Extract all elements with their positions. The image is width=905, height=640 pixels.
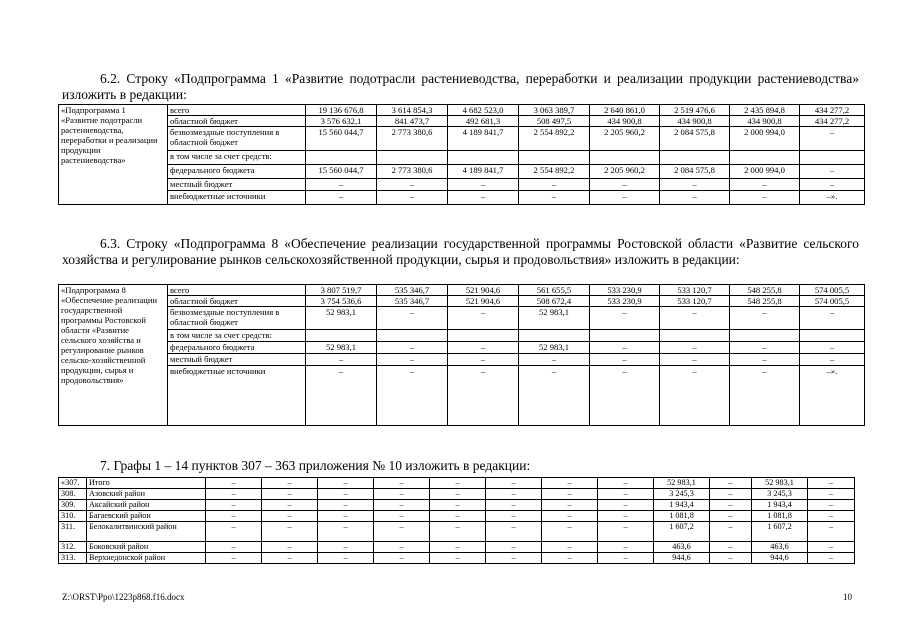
value-cell: 1 081,8 — [654, 511, 710, 522]
value-cell: 434 900,8 — [730, 116, 800, 127]
table-row — [59, 191, 865, 205]
value-cell: – — [808, 522, 855, 542]
value-cell: – — [206, 511, 262, 522]
value-cell: 548 255,8 — [730, 296, 800, 307]
value-cell: – — [318, 542, 374, 553]
table-row — [59, 127, 865, 151]
value-cell: – — [430, 522, 486, 542]
district-name-cell: Азовский район — [87, 489, 206, 500]
value-cell: – — [710, 489, 752, 500]
value-cell: 3 614 854,3 — [377, 105, 448, 116]
row-label-cell: безвозмездные поступления в областной бюджет — [168, 127, 306, 151]
value-cell: – — [660, 366, 730, 426]
district-name-cell: Верхнедонской район — [87, 553, 206, 564]
value-cell: 463,6 — [752, 542, 808, 553]
value-cell: – — [306, 366, 377, 426]
value-cell — [519, 151, 590, 165]
value-cell: – — [730, 191, 800, 205]
value-cell: – — [710, 511, 752, 522]
row-label-cell: внебюджетные источники — [168, 366, 306, 426]
table-row — [59, 354, 865, 366]
value-cell: 3 754 536,6 — [306, 296, 377, 307]
value-cell — [800, 330, 865, 342]
value-cell: – — [598, 542, 654, 553]
value-cell: – — [206, 553, 262, 564]
row-label-cell: местный бюджет — [168, 354, 306, 366]
value-cell: – — [486, 511, 542, 522]
value-cell — [800, 151, 865, 165]
value-cell: –». — [800, 366, 865, 426]
table-row — [59, 500, 855, 511]
row-label-cell: местный бюджет — [168, 179, 306, 191]
value-cell: – — [306, 191, 377, 205]
value-cell: 561 655,5 — [519, 285, 590, 296]
value-cell: 508 497,5 — [519, 116, 590, 127]
value-cell — [590, 330, 660, 342]
value-cell: – — [318, 478, 374, 489]
value-cell: 2 554 892,2 — [519, 127, 590, 151]
value-cell: – — [730, 179, 800, 191]
district-name-cell: Боковский район — [87, 542, 206, 553]
value-cell: 1 607,2 — [752, 522, 808, 542]
value-cell: – — [206, 500, 262, 511]
value-cell: – — [598, 478, 654, 489]
value-cell: 574 005,5 — [800, 285, 865, 296]
row-label-cell: всего — [168, 105, 306, 116]
value-cell: – — [542, 522, 598, 542]
value-cell: – — [377, 354, 448, 366]
value-cell: 434 277,2 — [800, 116, 865, 127]
value-cell: – — [430, 500, 486, 511]
value-cell: 533 230,9 — [590, 296, 660, 307]
value-cell: – — [486, 500, 542, 511]
value-cell: 2 000 994,0 — [730, 165, 800, 179]
value-cell: – — [430, 511, 486, 522]
value-cell: – — [206, 478, 262, 489]
value-cell: – — [710, 478, 752, 489]
value-cell: – — [808, 500, 855, 511]
footer-page-number: 10 — [843, 592, 852, 602]
value-cell: – — [377, 307, 448, 330]
value-cell: – — [448, 354, 519, 366]
value-cell: – — [377, 366, 448, 426]
value-cell: – — [710, 542, 752, 553]
value-cell — [730, 330, 800, 342]
value-cell: 2 640 861,0 — [590, 105, 660, 116]
value-cell: 521 904,6 — [448, 296, 519, 307]
value-cell: – — [660, 342, 730, 354]
value-cell: – — [730, 366, 800, 426]
table-row — [59, 330, 865, 342]
value-cell: – — [206, 542, 262, 553]
row-label-cell: всего — [168, 285, 306, 296]
value-cell: – — [306, 354, 377, 366]
value-cell: – — [660, 307, 730, 330]
value-cell: – — [318, 500, 374, 511]
value-cell: – — [262, 478, 318, 489]
value-cell: – — [800, 179, 865, 191]
value-cell: 535 346,7 — [377, 296, 448, 307]
value-cell: 533 230,9 — [590, 285, 660, 296]
value-cell: – — [486, 542, 542, 553]
value-cell: – — [430, 478, 486, 489]
value-cell: 492 681,3 — [448, 116, 519, 127]
row-label-cell: федерального бюджета — [168, 165, 306, 179]
district-name-cell: Белокалитвинский район — [87, 522, 206, 542]
value-cell: 4 189 841,7 — [448, 127, 519, 151]
value-cell: – — [590, 307, 660, 330]
value-cell — [660, 151, 730, 165]
value-cell: 52 983,1 — [306, 342, 377, 354]
value-cell: – — [808, 511, 855, 522]
value-cell: 3 245,3 — [752, 489, 808, 500]
value-cell: –». — [800, 191, 865, 205]
value-cell: 2 554 892,2 — [519, 165, 590, 179]
row-label-cell: областной бюджет — [168, 116, 306, 127]
value-cell: 533 120,7 — [660, 296, 730, 307]
value-cell — [519, 330, 590, 342]
value-cell: 508 672,4 — [519, 296, 590, 307]
value-cell: 2 773 380,6 — [377, 165, 448, 179]
value-cell: – — [374, 542, 430, 553]
row-label-cell: областной бюджет — [168, 296, 306, 307]
table-row — [59, 296, 865, 307]
section-6-2-text: 6.2. Строку «Подпрограмма 1 «Развитие подотрасли растениеводства, переработки и реализации продукции растениеводства» изложить в редакции: — [62, 71, 859, 102]
value-cell: – — [542, 489, 598, 500]
subprogram-1-table — [58, 104, 865, 205]
value-cell: 52 983,1 — [306, 307, 377, 330]
value-cell: – — [800, 354, 865, 366]
table-row — [59, 542, 855, 553]
value-cell: 535 346,7 — [377, 285, 448, 296]
value-cell: – — [262, 511, 318, 522]
value-cell: 15 560 044,7 — [306, 165, 377, 179]
value-cell — [730, 151, 800, 165]
value-cell: 2 084 575,8 — [660, 127, 730, 151]
value-cell: – — [430, 553, 486, 564]
value-cell — [306, 151, 377, 165]
value-cell: – — [430, 542, 486, 553]
value-cell: – — [730, 307, 800, 330]
section-7-text: 7. Графы 1 – 14 пунктов 307 – 363 приложения № 10 изложить в редакции: — [100, 458, 531, 473]
row-number-cell: 309. — [59, 500, 87, 511]
value-cell: – — [660, 179, 730, 191]
value-cell: – — [206, 489, 262, 500]
value-cell: 1 943,4 — [752, 500, 808, 511]
value-cell: – — [374, 478, 430, 489]
value-cell: 434 277,2 — [800, 105, 865, 116]
value-cell: – — [262, 553, 318, 564]
table-row — [59, 511, 855, 522]
table-row — [59, 307, 865, 330]
value-cell: – — [448, 307, 519, 330]
value-cell: – — [590, 342, 660, 354]
value-cell: – — [590, 179, 660, 191]
value-cell: – — [486, 478, 542, 489]
value-cell: 52 983,1 — [752, 478, 808, 489]
value-cell: 521 904,6 — [448, 285, 519, 296]
value-cell: 4 189 841,7 — [448, 165, 519, 179]
value-cell — [660, 330, 730, 342]
value-cell — [448, 330, 519, 342]
value-cell: 2 435 894,8 — [730, 105, 800, 116]
value-cell: – — [377, 342, 448, 354]
value-cell: – — [318, 553, 374, 564]
value-cell: – — [808, 489, 855, 500]
value-cell: – — [808, 542, 855, 553]
value-cell: 3 807 519,7 — [306, 285, 377, 296]
value-cell: – — [542, 478, 598, 489]
value-cell: – — [519, 354, 590, 366]
value-cell: – — [519, 179, 590, 191]
value-cell — [377, 151, 448, 165]
value-cell: 2 205 960,2 — [590, 127, 660, 151]
value-cell: – — [730, 354, 800, 366]
program-label-cell: «Подпрограмма 1 «Развитие подотрасли растениеводства, переработки и реализации продукции растениеводства» — [59, 105, 168, 205]
value-cell: 944,6 — [654, 553, 710, 564]
value-cell: 1 943,4 — [654, 500, 710, 511]
value-cell: – — [598, 553, 654, 564]
value-cell: – — [262, 522, 318, 542]
value-cell: – — [486, 489, 542, 500]
value-cell: – — [377, 191, 448, 205]
value-cell: – — [542, 500, 598, 511]
value-cell: – — [598, 500, 654, 511]
value-cell: 1 081,8 — [752, 511, 808, 522]
value-cell: – — [542, 542, 598, 553]
value-cell: – — [262, 500, 318, 511]
value-cell: 463,6 — [654, 542, 710, 553]
value-cell: – — [377, 179, 448, 191]
value-cell: – — [262, 489, 318, 500]
table-row — [59, 366, 865, 426]
table-row — [59, 179, 865, 191]
table-row — [59, 285, 865, 296]
row-label-cell: в том числе за счет средств: — [168, 330, 306, 342]
value-cell: – — [486, 553, 542, 564]
value-cell: – — [374, 489, 430, 500]
district-name-cell: Аксайский район — [87, 500, 206, 511]
value-cell: – — [542, 511, 598, 522]
row-label-cell: в том числе за счет средств: — [168, 151, 306, 165]
row-label-cell: федерального бюджета — [168, 342, 306, 354]
value-cell: – — [374, 511, 430, 522]
value-cell: 2 000 994,0 — [730, 127, 800, 151]
row-label-cell: внебюджетные источники — [168, 191, 306, 205]
row-number-cell: 308. — [59, 489, 87, 500]
row-number-cell: 310. — [59, 511, 87, 522]
table-row — [59, 342, 865, 354]
value-cell: – — [800, 165, 865, 179]
district-name-cell: Багаевский район — [87, 511, 206, 522]
value-cell: – — [710, 522, 752, 542]
value-cell: – — [519, 191, 590, 205]
value-cell: 2 519 476,6 — [660, 105, 730, 116]
value-cell: – — [262, 542, 318, 553]
row-number-cell: 313. — [59, 553, 87, 564]
value-cell: – — [374, 522, 430, 542]
value-cell: 3 576 632,1 — [306, 116, 377, 127]
value-cell: – — [660, 354, 730, 366]
program-label-cell: «Подпрограмма 8 «Обеспечение реализации государственной программы Ростовской области «Развитие сельского хозяйства и регулирование рынков сельско-хозяйственной продукции, сырья и продовольствия» — [59, 285, 168, 426]
value-cell — [377, 330, 448, 342]
table-row — [59, 165, 865, 179]
value-cell: – — [448, 366, 519, 426]
value-cell: – — [800, 342, 865, 354]
value-cell: – — [808, 553, 855, 564]
row-number-cell: 312. — [59, 542, 87, 553]
value-cell: 2 084 575,8 — [660, 165, 730, 179]
value-cell: 841 473,7 — [377, 116, 448, 127]
row-number-cell: «307. — [59, 478, 87, 489]
value-cell: 15 560 044,7 — [306, 127, 377, 151]
table-row — [59, 151, 865, 165]
value-cell: – — [598, 511, 654, 522]
value-cell: – — [306, 179, 377, 191]
value-cell: – — [800, 307, 865, 330]
value-cell — [306, 330, 377, 342]
value-cell: – — [430, 489, 486, 500]
value-cell: – — [590, 354, 660, 366]
table-row — [59, 522, 855, 542]
value-cell: 574 005,5 — [800, 296, 865, 307]
value-cell: 4 682 523,0 — [448, 105, 519, 116]
value-cell: – — [206, 522, 262, 542]
appendix-10-table — [58, 477, 855, 564]
value-cell: 548 255,8 — [730, 285, 800, 296]
row-label-cell: безвозмездные поступления в областной бюджет — [168, 307, 306, 330]
value-cell: – — [448, 342, 519, 354]
table-row — [59, 478, 855, 489]
footer-file-path: Z:\ORST\Ppo\1223p868.f16.docx — [62, 592, 185, 602]
value-cell: 1 607,2 — [654, 522, 710, 542]
value-cell: – — [730, 342, 800, 354]
value-cell: – — [486, 522, 542, 542]
row-number-cell: 311. — [59, 522, 87, 542]
value-cell: 19 136 676,8 — [306, 105, 377, 116]
value-cell: 434 900,8 — [590, 116, 660, 127]
value-cell — [590, 151, 660, 165]
value-cell: 434 900,8 — [660, 116, 730, 127]
district-name-cell: Итого — [87, 478, 206, 489]
subprogram-8-table — [58, 284, 865, 426]
value-cell: 2 205 960,2 — [590, 165, 660, 179]
section-6-3-text: 6.3. Строку «Подпрограмма 8 «Обеспечение реализации государственной программы Ростовской области «Развитие сельского хозяйства и регулирование рынков сельскохозяйственной продукции, сырья и продовольствия» изложить в редакции: — [62, 236, 859, 267]
value-cell: 52 983,1 — [519, 342, 590, 354]
value-cell: – — [519, 366, 590, 426]
value-cell: – — [808, 478, 855, 489]
value-cell: – — [318, 522, 374, 542]
value-cell: 2 773 380,6 — [377, 127, 448, 151]
value-cell: – — [318, 489, 374, 500]
table-row — [59, 105, 865, 116]
value-cell: 3 245,3 — [654, 489, 710, 500]
value-cell: – — [710, 553, 752, 564]
value-cell: 533 120,7 — [660, 285, 730, 296]
value-cell: 52 983,1 — [654, 478, 710, 489]
value-cell: – — [590, 191, 660, 205]
value-cell: – — [660, 191, 730, 205]
value-cell: – — [590, 366, 660, 426]
value-cell: – — [598, 489, 654, 500]
value-cell: – — [374, 500, 430, 511]
value-cell: – — [374, 553, 430, 564]
value-cell: – — [318, 511, 374, 522]
table-row — [59, 553, 855, 564]
value-cell: 944,6 — [752, 553, 808, 564]
value-cell: – — [448, 191, 519, 205]
value-cell: – — [448, 179, 519, 191]
table-row — [59, 116, 865, 127]
value-cell: – — [542, 553, 598, 564]
table-row — [59, 489, 855, 500]
value-cell: 3 063 389,7 — [519, 105, 590, 116]
value-cell: – — [598, 522, 654, 542]
value-cell: – — [710, 500, 752, 511]
value-cell: – — [800, 127, 865, 151]
value-cell: 52 983,1 — [519, 307, 590, 330]
value-cell — [448, 151, 519, 165]
